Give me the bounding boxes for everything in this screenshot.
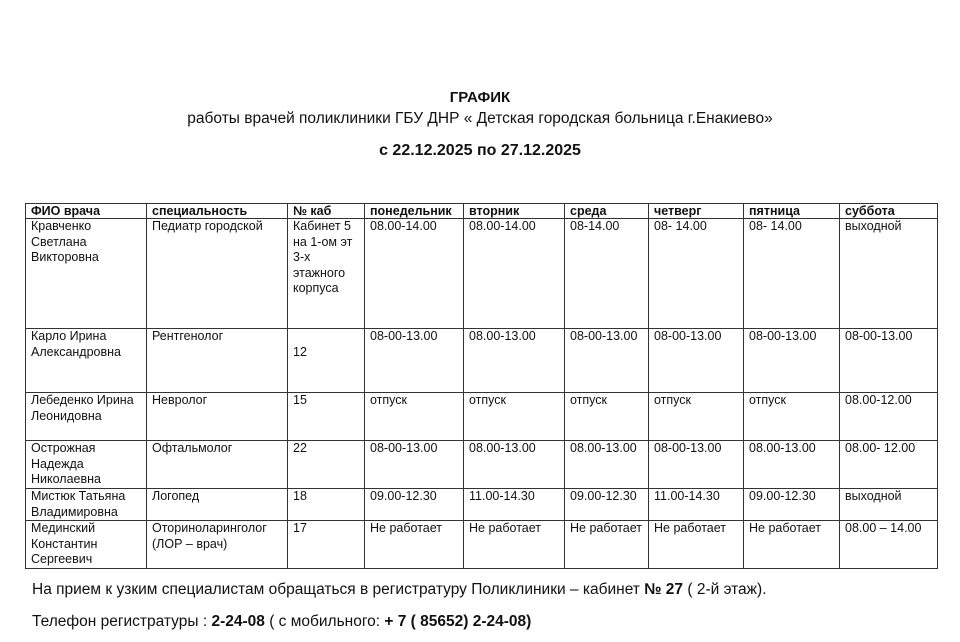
saturday-hours: 08-00-13.00 xyxy=(840,329,938,393)
phone-line xyxy=(32,613,531,631)
registration-room: № 27 xyxy=(644,581,684,598)
doctor-specialty: Рентгенолог xyxy=(147,329,288,393)
column-header-friday: пятница xyxy=(744,204,840,219)
thursday-hours: 08- 14.00 xyxy=(649,219,744,329)
monday-hours: 08-00-13.00 xyxy=(365,441,464,489)
doctor-specialty: Педиатр городской xyxy=(147,219,288,329)
wednesday-hours: Не работает xyxy=(565,521,649,569)
doctor-specialty: Оториноларинголог (ЛОР – врач) xyxy=(147,521,288,569)
room-number: 18 xyxy=(288,489,365,521)
tuesday-hours: 08.00-13.00 xyxy=(464,441,565,489)
column-header-wednesday: среда xyxy=(565,204,649,219)
saturday-hours: выходной xyxy=(840,489,938,521)
table-row xyxy=(26,521,938,569)
doctor-name: Кравченко Светлана Викторовна xyxy=(26,219,147,329)
thursday-hours: 08-00-13.00 xyxy=(649,441,744,489)
doctor-name: Карло Ирина Александровна xyxy=(26,329,147,393)
registration-note xyxy=(32,581,767,599)
wednesday-hours: 08-14.00 xyxy=(565,219,649,329)
table-row xyxy=(26,393,938,441)
column-header-specialty: специальность xyxy=(147,204,288,219)
schedule-period: с 22.12.2025 по 27.12.2025 xyxy=(379,142,581,159)
phone-mobile-label: ( с мобильного: xyxy=(264,613,385,630)
tuesday-hours: 08.00-14.00 xyxy=(464,219,565,329)
friday-hours: Не работает xyxy=(744,521,840,569)
registration-floor: ( 2-й этаж). xyxy=(683,581,767,598)
wednesday-hours: 09.00-12.30 xyxy=(565,489,649,521)
room-number: 15 xyxy=(288,393,365,441)
monday-hours: 09.00-12.30 xyxy=(365,489,464,521)
column-header-name: ФИО врача xyxy=(26,204,147,219)
room-number: 17 xyxy=(288,521,365,569)
phone-main: 2-24-08 xyxy=(211,613,265,630)
wednesday-hours: отпуск xyxy=(565,393,649,441)
tuesday-hours: отпуск xyxy=(464,393,565,441)
doctor-name: Мистюк Татьяна Владимировна xyxy=(26,489,147,521)
tuesday-hours: 11.00-14.30 xyxy=(464,489,565,521)
thursday-hours: 11.00-14.30 xyxy=(649,489,744,521)
schedule-table xyxy=(25,203,938,569)
friday-hours: отпуск xyxy=(744,393,840,441)
header-row xyxy=(26,204,938,219)
column-header-room: № каб xyxy=(288,204,365,219)
doctor-specialty: Невролог xyxy=(147,393,288,441)
friday-hours: 09.00-12.30 xyxy=(744,489,840,521)
column-header-monday: понедельник xyxy=(365,204,464,219)
saturday-hours: 08.00 – 14.00 xyxy=(840,521,938,569)
column-header-saturday: суббота xyxy=(840,204,938,219)
room-number: Кабинет 5 на 1-ом эт 3-х этажного корпуса xyxy=(288,219,365,329)
table-row xyxy=(26,219,938,329)
table-row xyxy=(26,489,938,521)
thursday-hours: 08-00-13.00 xyxy=(649,329,744,393)
monday-hours: 08.00-14.00 xyxy=(365,219,464,329)
doctor-name: Мединский Константин Сергеевич xyxy=(26,521,147,569)
document-title: ГРАФИК xyxy=(449,89,511,106)
monday-hours: 08-00-13.00 xyxy=(365,329,464,393)
phone-label: Телефон регистратуры : xyxy=(32,613,212,630)
column-header-tuesday: вторник xyxy=(464,204,565,219)
doctor-specialty: Логопед xyxy=(147,489,288,521)
doctor-name: Острожная Надежда Николаевна xyxy=(26,441,147,489)
doctor-specialty: Офтальмолог xyxy=(147,441,288,489)
room-number: 12 xyxy=(288,329,365,393)
table-row xyxy=(26,329,938,393)
wednesday-hours: 08-00-13.00 xyxy=(565,329,649,393)
wednesday-hours: 08.00-13.00 xyxy=(565,441,649,489)
saturday-hours: 08.00- 12.00 xyxy=(840,441,938,489)
document-subtitle: работы врачей поликлиники ГБУ ДНР « Детская городская больница г.Енакиево» xyxy=(187,110,773,127)
saturday-hours: выходной xyxy=(840,219,938,329)
phone-mobile: + 7 ( 85652) 2-24-08) xyxy=(384,613,532,630)
thursday-hours: Не работает xyxy=(649,521,744,569)
monday-hours: Не работает xyxy=(365,521,464,569)
table-row xyxy=(26,441,938,489)
saturday-hours: 08.00-12.00 xyxy=(840,393,938,441)
friday-hours: 08- 14.00 xyxy=(744,219,840,329)
thursday-hours: отпуск xyxy=(649,393,744,441)
room-number: 22 xyxy=(288,441,365,489)
tuesday-hours: 08.00-13.00 xyxy=(464,329,565,393)
friday-hours: 08.00-13.00 xyxy=(744,441,840,489)
tuesday-hours: Не работает xyxy=(464,521,565,569)
monday-hours: отпуск xyxy=(365,393,464,441)
column-header-thursday: четверг xyxy=(649,204,744,219)
doctor-name: Лебеденко Ирина Леонидовна xyxy=(26,393,147,441)
friday-hours: 08-00-13.00 xyxy=(744,329,840,393)
registration-note-text: На прием к узким специалистам обращаться в регистратуру Поликлиники – кабинет xyxy=(32,581,645,598)
